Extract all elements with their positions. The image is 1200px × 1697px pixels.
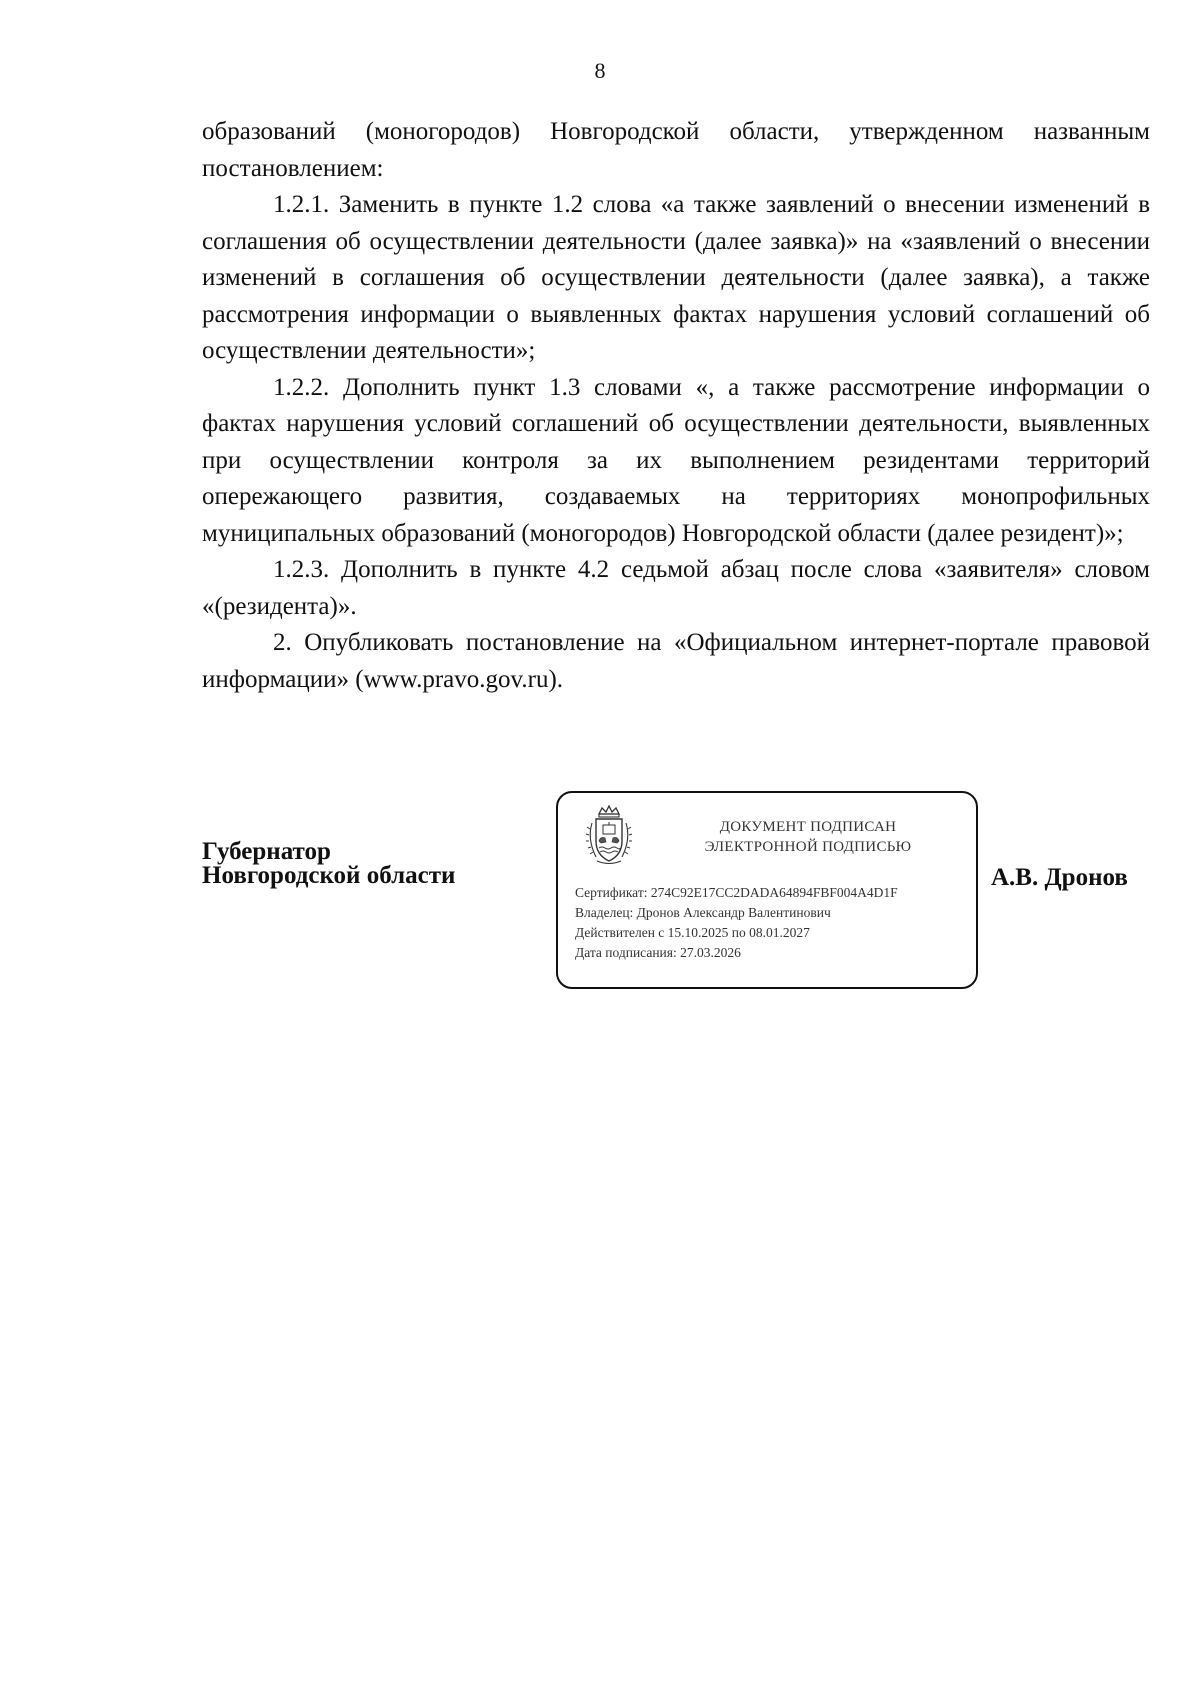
electronic-signature-stamp	[556, 791, 978, 989]
stamp-heading-line2: ЭЛЕКТРОННОЙ ПОДПИСЬЮ	[704, 839, 912, 855]
paragraph-1-2-3: 1.2.3. Дополнить в пункте 4.2 седьмой абзац после слова «заявителя» словом «(резидента)».	[202, 556, 1150, 620]
paragraph-continuation: образований (моногородов) Новгородской области, утвержденном названным постановлением:	[202, 118, 1150, 182]
signer-position-line2: Новгородской области	[202, 862, 456, 889]
stamp-heading	[658, 817, 958, 857]
stamp-signed-date: Дата подписания: 27.03.2026	[575, 945, 741, 960]
signer-position-line1: Губернатор	[202, 838, 331, 865]
stamp-heading-line1: ДОКУМЕНТ ПОДПИСАН	[719, 819, 897, 835]
paragraph-1-2-2: 1.2.2. Дополнить пункт 1.3 словами «, а также рассмотрение информации о фактах нарушения условий соглашений об осуществлении деятельности, выявленных при осуществлении контроля за их выполнением резидентами территорий опережающего развития, создаваемых на территориях монопрофильных муниципальных образований (моногородов) Новгородской области (далее резидент)»;	[202, 373, 1150, 547]
stamp-owner: Владелец: Дронов Александр Валентинович	[575, 905, 831, 920]
signer-position	[202, 840, 455, 888]
stamp-details	[575, 883, 898, 963]
stamp-validity: Действителен с 15.10.2025 по 08.01.2027	[575, 925, 810, 940]
novgorod-coat-of-arms-icon	[582, 805, 636, 867]
document-body	[202, 114, 1150, 698]
stamp-certificate: Сертификат: 274C92E17CC2DADA64894FBF004A4D1F	[575, 885, 898, 900]
paragraph-1-2-1: 1.2.1. Заменить в пункте 1.2 слова «а также заявлений о внесении изменений в соглашения об осуществлении деятельности (далее заявка)» на «заявлений о внесении изменений в соглашения об осуществлении деятельности (далее заявка), а также рассмотрения информации о выявленных фактах нарушения условий соглашений об осуществлении деятельности»;	[202, 191, 1150, 364]
signer-name: А.В. Дронов	[991, 864, 1128, 891]
page-number: 8	[594, 58, 606, 83]
paragraph-2: 2. Опубликовать постановление на «Официальном интернет-портале правовой информации» (www.pravo.gov.ru).	[202, 629, 1150, 693]
